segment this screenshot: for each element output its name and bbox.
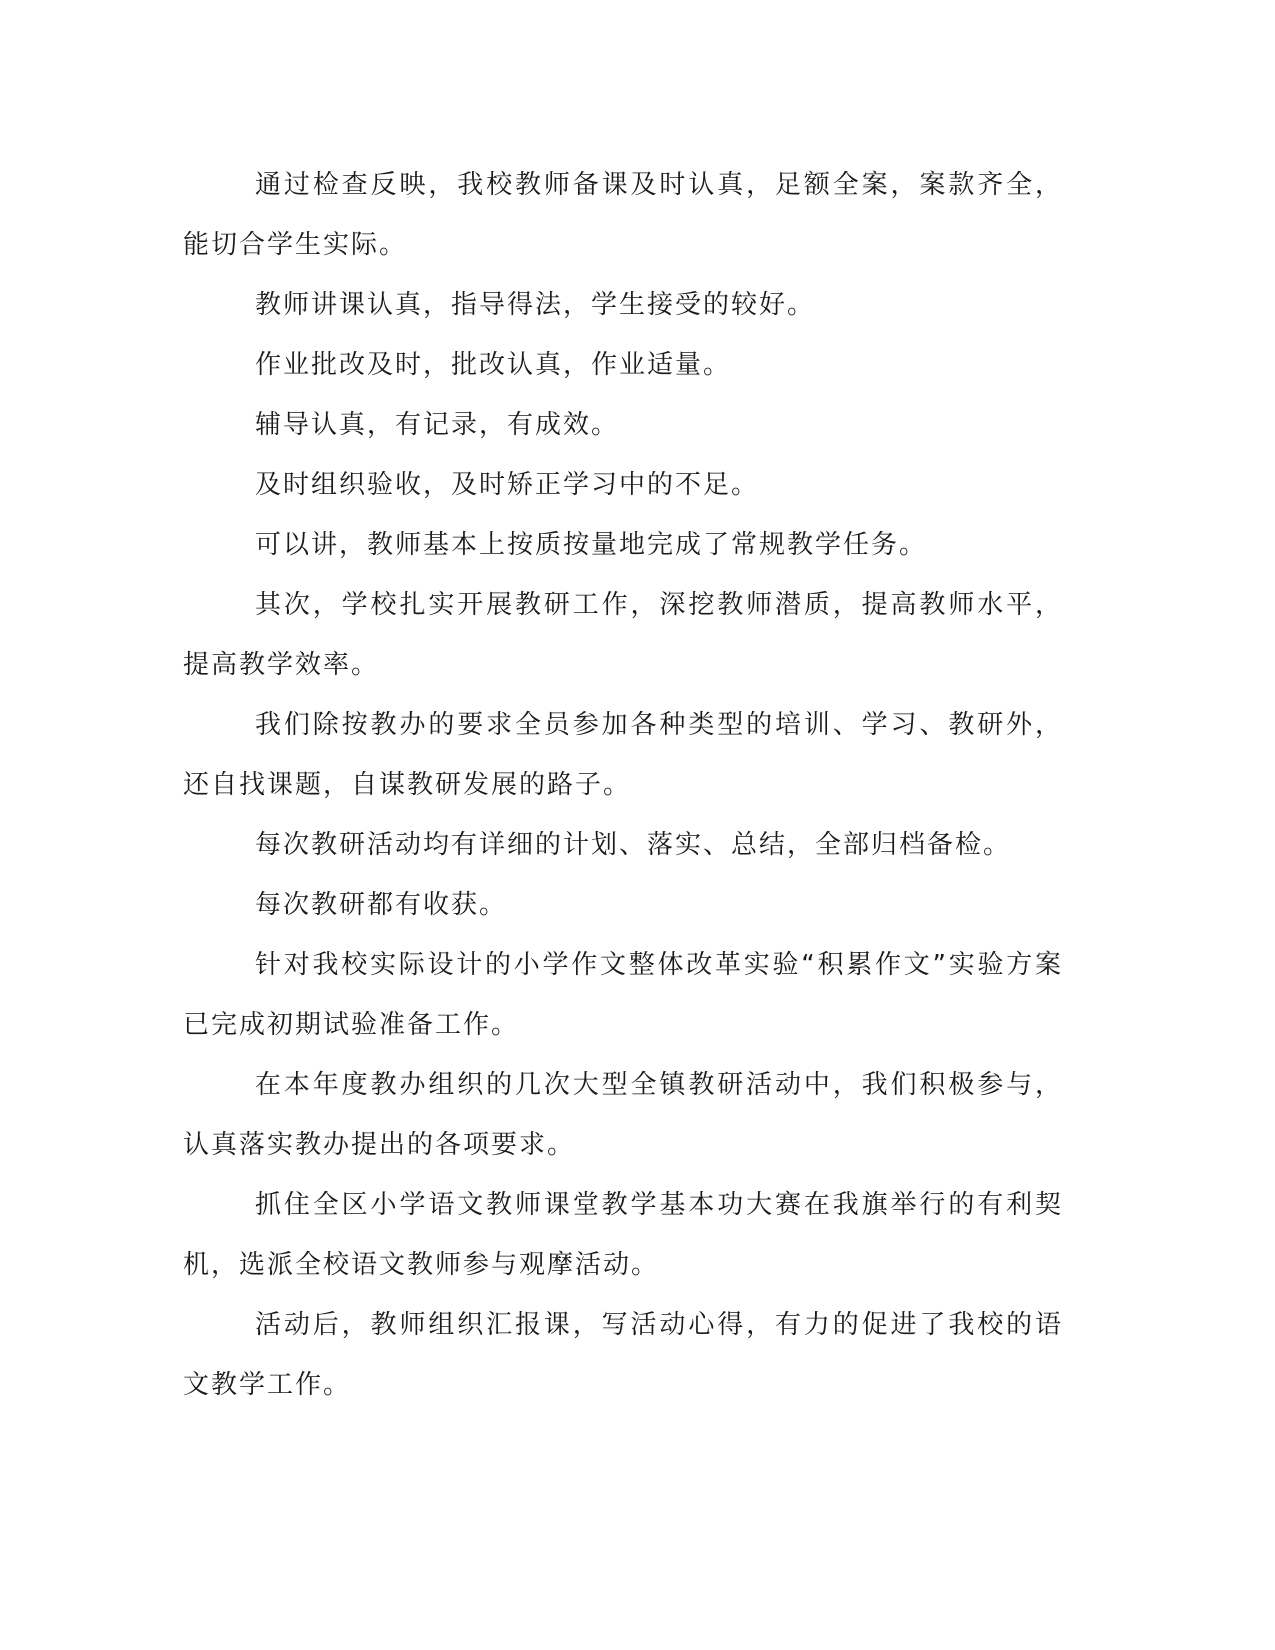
document-body bbox=[183, 155, 1063, 1415]
paragraph: 抓住全区小学语文教师课堂教学基本功大赛在我旗举行的有利契机，选派全校语文教师参与观摩活动。 bbox=[183, 1190, 1063, 1280]
paragraph: 作业批改及时，批改认真，作业适量。 bbox=[255, 350, 732, 380]
paragraph: 每次教研活动均有详细的计划、落实、总结，全部归档备检。 bbox=[255, 830, 1012, 860]
paragraph: 针对我校实际设计的小学作文整体改革实验“积累作文”实验方案已完成初期试验准备工作。 bbox=[183, 950, 1063, 1040]
paragraph: 我们除按教办的要求全员参加各种类型的培训、学习、教研外，还自找课题，自谋教研发展的路子。 bbox=[183, 710, 1063, 800]
paragraph: 通过检查反映，我校教师备课及时认真，足额全案，案款齐全，能切合学生实际。 bbox=[183, 170, 1063, 260]
paragraph: 活动后，教师组织汇报课，写活动心得，有力的促进了我校的语文教学工作。 bbox=[183, 1310, 1063, 1400]
paragraph: 其次，学校扎实开展教研工作，深挖教师潜质，提高教师水平，提高教学效率。 bbox=[183, 590, 1063, 680]
paragraph: 辅导认真，有记录，有成效。 bbox=[255, 410, 620, 440]
paragraph: 及时组织验收，及时矫正学习中的不足。 bbox=[255, 470, 760, 500]
paragraph: 可以讲，教师基本上按质按量地完成了常规教学任务。 bbox=[255, 530, 928, 560]
paragraph: 教师讲课认真，指导得法，学生接受的较好。 bbox=[255, 290, 816, 320]
paragraph: 每次教研都有收获。 bbox=[255, 890, 508, 920]
paragraph: 在本年度教办组织的几次大型全镇教研活动中，我们积极参与，认真落实教办提出的各项要求。 bbox=[183, 1070, 1063, 1160]
